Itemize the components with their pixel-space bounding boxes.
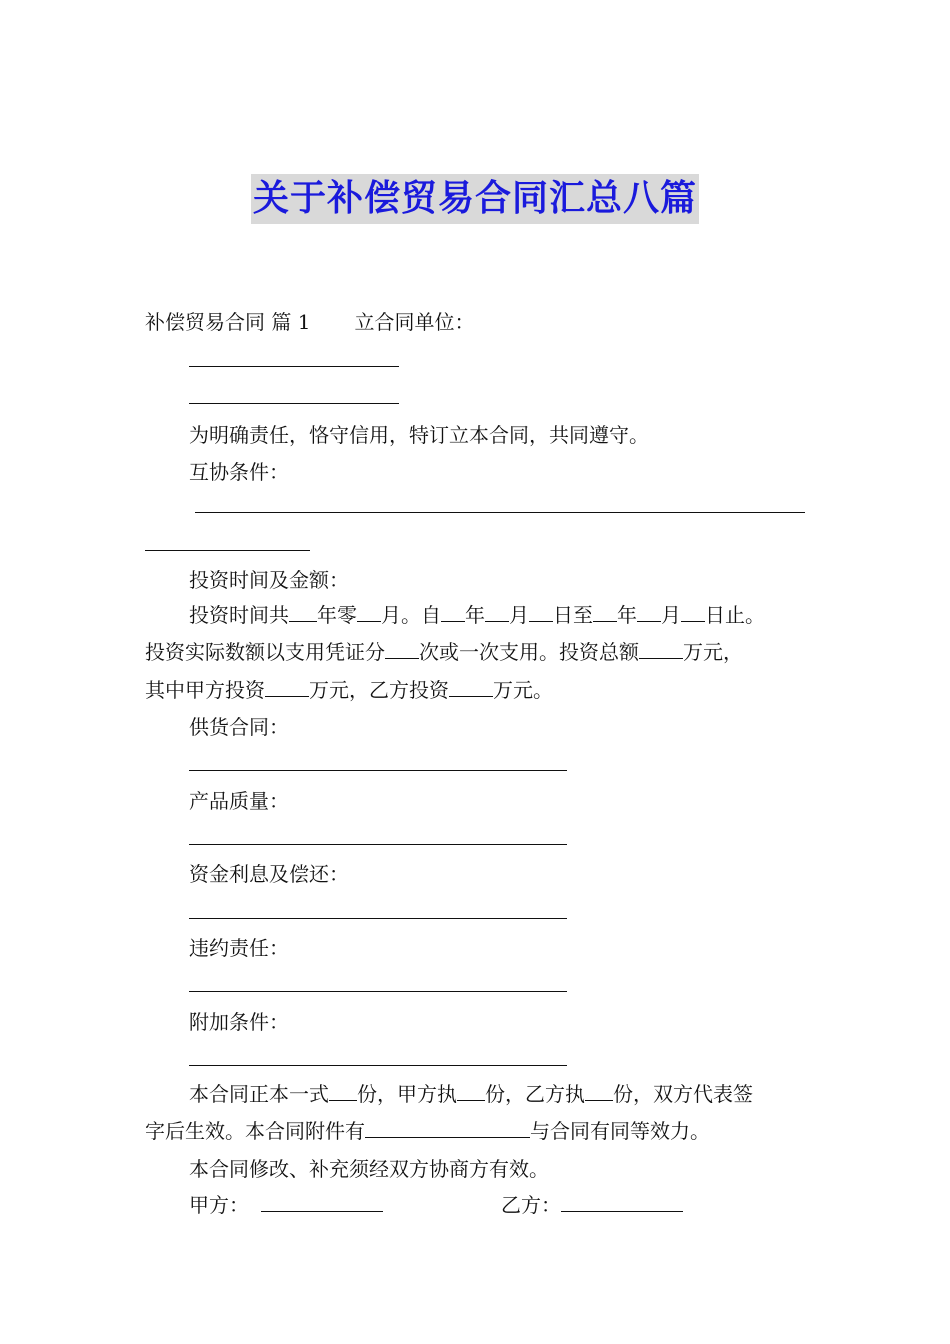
invest-text: 投资实际数额以支用凭证分 [145,640,385,664]
copies-text: 份，双方代表签 [613,1082,753,1106]
mutual-blank-1 [195,512,805,513]
document-title: 关于补偿贸易合同汇总八篇 [251,174,699,224]
invest-text: 投资时间共 [189,603,289,627]
blank-field [449,678,493,697]
breach-label: 违约责任： [189,936,289,960]
blank-field [265,678,309,697]
quality-label: 产品质量： [189,789,289,813]
party-a-label: 甲方： [189,1193,249,1217]
blank-field [441,603,465,622]
intro-paragraph: 为明确责任，恪守信用，特订立本合同，共同遵守。 [189,423,649,447]
party-b-label: 乙方： [501,1193,561,1217]
blank-field [365,1119,530,1138]
copies-text: 份，甲方执 [357,1082,457,1106]
copies-text: 份，乙方执 [485,1082,585,1106]
invest-text: 月。自 [381,603,441,627]
invest-line-2 [145,638,743,666]
document-title-wrap [0,174,950,224]
amend-paragraph: 本合同修改、补充须经双方协商方有效。 [189,1157,549,1181]
blank-field [485,603,509,622]
invest-text: 万元。 [493,678,553,702]
invest-text: 月 [509,603,529,627]
copies-line-1 [189,1080,753,1108]
blank-field [639,640,683,659]
breach-blank [189,991,567,992]
copies-text: 字后生效。本合同附件有 [145,1119,365,1143]
blank-field [585,1082,613,1101]
blank-field [681,603,705,622]
unit-label: 立合同单位： [354,310,475,334]
unit-blank-2 [189,403,399,404]
quality-blank [189,844,567,845]
copies-line-2 [145,1117,710,1145]
invest-text: 年零 [317,603,357,627]
blank-field [289,603,317,622]
invest-line-3 [145,676,553,704]
invest-text: 万元，乙方投资 [309,678,449,702]
interest-label: 资金利息及偿还： [189,862,349,886]
party-b-blank [561,1193,683,1212]
contract-header [145,308,474,336]
interest-blank [189,918,567,919]
blank-field [329,1082,357,1101]
mutual-blank-2 [145,550,310,551]
copies-text: 本合同正本一式 [189,1082,329,1106]
invest-text: 次或一次支用。投资总额 [419,640,639,664]
invest-text: 万元， [683,640,743,664]
blank-field [385,640,419,659]
additional-label: 附加条件： [189,1010,289,1034]
invest-text: 年 [465,603,485,627]
blank-field [637,603,661,622]
invest-text: 年 [617,603,637,627]
additional-blank [189,1065,567,1066]
blank-field [529,603,553,622]
unit-blank-1 [189,366,399,367]
supply-blank [189,770,567,771]
section-label: 补偿贸易合同 篇 1 [145,310,311,334]
party-a-blank [261,1193,383,1212]
mutual-label: 互协条件： [189,460,289,484]
supply-label: 供货合同： [189,715,289,739]
invest-label: 投资时间及金额： [189,568,349,592]
invest-text: 其中甲方投资 [145,678,265,702]
copies-text: 与合同有同等效力。 [530,1119,710,1143]
blank-field [357,603,381,622]
invest-text: 日止。 [705,603,765,627]
invest-line-1 [189,601,765,629]
invest-text: 日至 [553,603,593,627]
blank-field [593,603,617,622]
invest-text: 月 [661,603,681,627]
signature-line [189,1191,683,1219]
blank-field [457,1082,485,1101]
